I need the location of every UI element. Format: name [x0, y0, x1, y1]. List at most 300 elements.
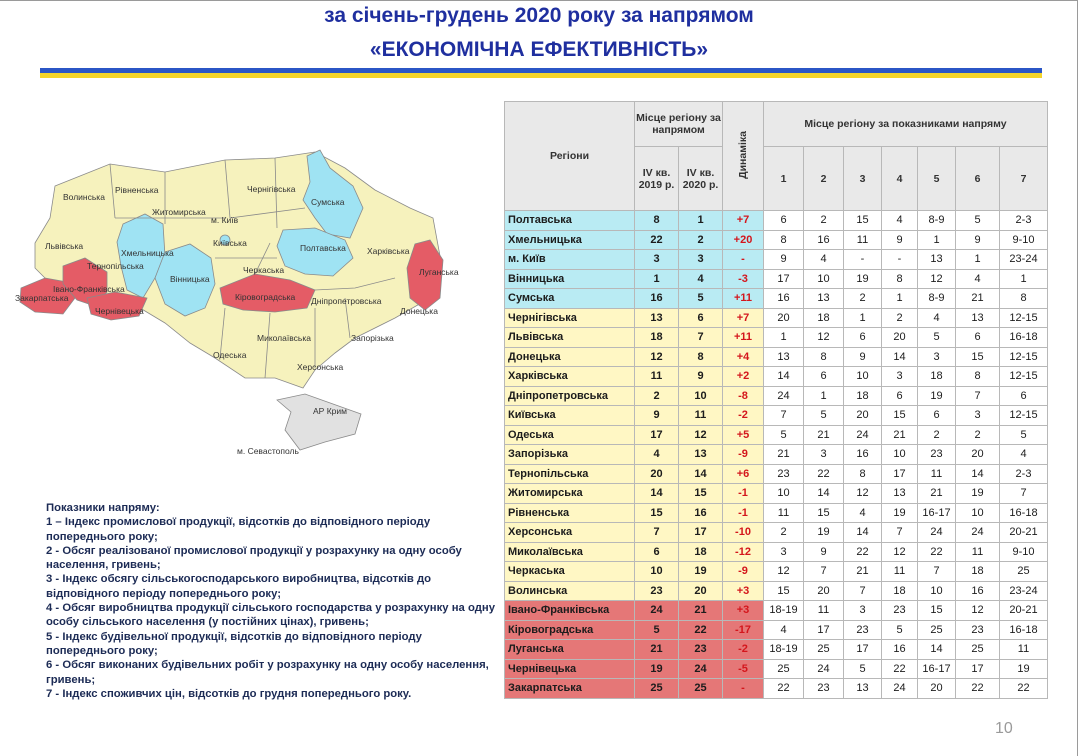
indicator-rank: 12-15: [1000, 367, 1048, 387]
table-row: [505, 250, 1048, 270]
map-label: Рівненська: [115, 185, 159, 195]
indicator-rank: 3: [956, 406, 1000, 426]
indicator-rank: 23: [882, 601, 918, 621]
indicator-rank: 20: [882, 328, 918, 348]
dynamics-value: +7: [723, 308, 764, 328]
map-label: м. Київ: [211, 215, 239, 225]
dynamics-value: +5: [723, 425, 764, 445]
indicator-rank: 17: [844, 640, 882, 660]
indicator-rank: 6: [764, 211, 804, 231]
place-2020: 8: [679, 347, 723, 367]
indicator-rank: 22: [844, 542, 882, 562]
indicator-rank: 9: [804, 542, 844, 562]
map-label: Кіровоградська: [235, 292, 296, 302]
table-row: [505, 406, 1048, 426]
header-col: 3: [844, 147, 882, 211]
indicator-rank: 11: [882, 562, 918, 582]
indicator-rank: 20: [804, 581, 844, 601]
indicator-rank: 18: [844, 386, 882, 406]
indicator-rank: 1: [804, 386, 844, 406]
indicator-rank: 7: [764, 406, 804, 426]
indicator-rank: 3: [882, 367, 918, 387]
table-row: [505, 679, 1048, 699]
indicator-rank: 18-19: [764, 601, 804, 621]
indicator-rank: 5: [844, 659, 882, 679]
region-name: Одеська: [505, 425, 635, 445]
map-label: Закарпатська: [15, 293, 69, 303]
header-q2020: IV кв. 2020 р.: [679, 147, 723, 211]
table-row: [505, 503, 1048, 523]
map-region-crimea: [277, 394, 361, 450]
indicator-rank: 15: [804, 503, 844, 523]
legend-item: 2 - Обсяг реалізованої промислової продукції у розрахунку на одну особу населення, гривень;: [46, 544, 462, 572]
region-name: Сумська: [505, 289, 635, 309]
table-row: [505, 659, 1048, 679]
indicator-rank: 24: [882, 679, 918, 699]
place-2020: 14: [679, 464, 723, 484]
indicator-rank: 13: [918, 250, 956, 270]
indicator-rank: 16-18: [1000, 503, 1048, 523]
indicator-rank: 18-19: [764, 640, 804, 660]
place-2020: 19: [679, 562, 723, 582]
indicator-rank: 16-18: [1000, 620, 1048, 640]
indicator-rank: 9: [956, 230, 1000, 250]
region-name: Волинська: [505, 581, 635, 601]
indicator-rank: 10: [956, 503, 1000, 523]
table-row: [505, 367, 1048, 387]
map-label: Херсонська: [297, 362, 344, 372]
ranking-table: [504, 101, 1048, 699]
table-row: [505, 581, 1048, 601]
header-col: 7: [1000, 147, 1048, 211]
indicator-rank: 18: [804, 308, 844, 328]
place-2020: 17: [679, 523, 723, 543]
indicator-rank: 8: [804, 347, 844, 367]
indicator-rank: 2: [956, 425, 1000, 445]
legend-item: 7 - Індекс споживчих цін, відсотків до грудня попереднього року.: [46, 687, 412, 700]
indicator-rank: 1: [956, 250, 1000, 270]
legend-item: 4 - Обсяг виробництва продукції сільського господарства у розрахунку на одну особу сільського населення (у постійних цінах), гривень;: [46, 602, 495, 629]
place-2020: 21: [679, 601, 723, 621]
region-name: Донецька: [505, 347, 635, 367]
map-label: Вінницька: [170, 274, 210, 284]
place-2020: 2: [679, 230, 723, 250]
indicator-rank: 14: [764, 367, 804, 387]
indicator-rank: 14: [804, 484, 844, 504]
indicator-rank: 6: [956, 328, 1000, 348]
place-2020: 18: [679, 542, 723, 562]
region-name: Харківська: [505, 367, 635, 387]
place-2019: 5: [635, 620, 679, 640]
region-name: Тернопільська: [505, 464, 635, 484]
place-2019: 17: [635, 425, 679, 445]
place-2019: 3: [635, 250, 679, 270]
place-2019: 13: [635, 308, 679, 328]
indicator-rank: 20-21: [1000, 601, 1048, 621]
indicator-rank: 21: [918, 484, 956, 504]
indicator-rank: 16-18: [1000, 328, 1048, 348]
indicator-rank: 21: [764, 445, 804, 465]
region-name: Миколаївська: [505, 542, 635, 562]
indicator-rank: 12: [956, 601, 1000, 621]
indicator-rank: 2: [764, 523, 804, 543]
indicator-rank: 6: [918, 406, 956, 426]
indicator-rank: 1: [1000, 269, 1048, 289]
region-name: Івано-Франківська: [505, 601, 635, 621]
indicator-rank: 9-10: [1000, 542, 1048, 562]
indicator-rank: 2: [918, 425, 956, 445]
indicator-rank: 7: [918, 562, 956, 582]
indicator-rank: 15: [882, 406, 918, 426]
region-name: Полтавська: [505, 211, 635, 231]
indicator-rank: 8: [882, 269, 918, 289]
indicator-rank: 22: [918, 542, 956, 562]
indicator-rank: 10: [918, 581, 956, 601]
region-name: Чернігівська: [505, 308, 635, 328]
indicator-rank: 21: [804, 425, 844, 445]
table-row: [505, 523, 1048, 543]
place-2019: 20: [635, 464, 679, 484]
table-row: [505, 328, 1048, 348]
dynamics-value: +3: [723, 581, 764, 601]
indicator-rank: 1: [918, 230, 956, 250]
map-label: Житомирська: [152, 207, 206, 217]
map-label: Луганська: [419, 267, 459, 277]
place-2020: 5: [679, 289, 723, 309]
place-2019: 24: [635, 601, 679, 621]
table-row: [505, 308, 1048, 328]
region-name: Рівненська: [505, 503, 635, 523]
indicator-rank: 20: [844, 406, 882, 426]
map-label: Черкаська: [243, 265, 285, 275]
indicator-rank: 16: [804, 230, 844, 250]
place-2019: 11: [635, 367, 679, 387]
map-label: м. Севастополь: [237, 446, 299, 456]
region-name: Вінницька: [505, 269, 635, 289]
table-row: [505, 620, 1048, 640]
indicator-rank: 4: [918, 308, 956, 328]
indicator-rank: 8-9: [918, 211, 956, 231]
indicator-rank: 5: [764, 425, 804, 445]
place-2020: 11: [679, 406, 723, 426]
indicator-rank: 9-10: [1000, 230, 1048, 250]
map-label: Львівська: [45, 241, 84, 251]
indicator-rank: 23: [804, 679, 844, 699]
dynamics-value: -: [723, 250, 764, 270]
indicator-rank: 15: [764, 581, 804, 601]
indicator-rank: 6: [804, 367, 844, 387]
header-col: 4: [882, 147, 918, 211]
indicator-rank: 19: [882, 503, 918, 523]
indicator-rank: 5: [1000, 425, 1048, 445]
indicator-rank: 25: [764, 659, 804, 679]
indicator-rank: 25: [918, 620, 956, 640]
table-row: [505, 562, 1048, 582]
indicator-rank: 2: [882, 308, 918, 328]
indicator-rank: -: [882, 250, 918, 270]
place-2019: 19: [635, 659, 679, 679]
place-2019: 22: [635, 230, 679, 250]
indicator-rank: 1: [764, 328, 804, 348]
dynamics-value: -1: [723, 484, 764, 504]
table-row: [505, 640, 1048, 660]
indicator-rank: 19: [918, 386, 956, 406]
indicator-rank: 4: [1000, 445, 1048, 465]
region-name: Луганська: [505, 640, 635, 660]
table-row: [505, 230, 1048, 250]
dynamics-value: -1: [723, 503, 764, 523]
indicator-rank: 24: [956, 523, 1000, 543]
indicator-rank: 9: [882, 230, 918, 250]
dynamics-value: +20: [723, 230, 764, 250]
region-name: Хмельницька: [505, 230, 635, 250]
place-2019: 10: [635, 562, 679, 582]
table-row: [505, 347, 1048, 367]
indicator-rank: 19: [844, 269, 882, 289]
table-row: [505, 484, 1048, 504]
indicator-rank: 12: [918, 269, 956, 289]
dynamics-value: +11: [723, 289, 764, 309]
indicator-rank: 5: [918, 328, 956, 348]
indicator-rank: 24: [844, 425, 882, 445]
indicator-rank: 12-15: [1000, 347, 1048, 367]
indicator-rank: 12-15: [1000, 406, 1048, 426]
place-2019: 15: [635, 503, 679, 523]
indicator-rank: 8: [956, 367, 1000, 387]
indicator-rank: 20: [764, 308, 804, 328]
indicator-rank: 24: [918, 523, 956, 543]
indicator-rank: 7: [1000, 484, 1048, 504]
region-name: Запорізька: [505, 445, 635, 465]
dynamics-value: -2: [723, 406, 764, 426]
region-name: Львівська: [505, 328, 635, 348]
indicator-rank: 10: [804, 269, 844, 289]
indicator-rank: 19: [956, 484, 1000, 504]
table-row: [505, 464, 1048, 484]
indicator-rank: 16: [956, 581, 1000, 601]
indicator-rank: 4: [956, 269, 1000, 289]
indicator-rank: 23: [956, 620, 1000, 640]
indicator-rank: 4: [764, 620, 804, 640]
indicator-rank: 21: [956, 289, 1000, 309]
header-col: 1: [764, 147, 804, 211]
indicator-rank: 17: [804, 620, 844, 640]
table-row: [505, 211, 1048, 231]
place-2019: 25: [635, 679, 679, 699]
dynamics-value: -8: [723, 386, 764, 406]
place-2020: 4: [679, 269, 723, 289]
indicator-rank: 6: [882, 386, 918, 406]
indicator-rank: 24: [764, 386, 804, 406]
indicator-rank: 8: [1000, 289, 1048, 309]
indicator-rank: 16: [844, 445, 882, 465]
region-name: Закарпатська: [505, 679, 635, 699]
indicator-rank: 2-3: [1000, 211, 1048, 231]
indicator-rank: 11: [956, 542, 1000, 562]
indicator-rank: 12: [844, 484, 882, 504]
map-label: Запорізька: [351, 333, 394, 343]
indicator-rank: 24: [804, 659, 844, 679]
region-name: м. Київ: [505, 250, 635, 270]
place-2019: 21: [635, 640, 679, 660]
indicator-rank: 10: [844, 367, 882, 387]
place-2019: 6: [635, 542, 679, 562]
map-label: Одеська: [213, 350, 247, 360]
indicator-rank: 23: [844, 620, 882, 640]
map-label: Донецька: [400, 306, 438, 316]
indicator-rank: 5: [882, 620, 918, 640]
dynamics-value: -17: [723, 620, 764, 640]
indicator-rank: 22: [882, 659, 918, 679]
indicators-legend: [46, 501, 501, 701]
table-row: [505, 386, 1048, 406]
map-label: Київська: [213, 238, 247, 248]
indicator-rank: 8: [844, 464, 882, 484]
indicator-rank: 19: [804, 523, 844, 543]
indicator-rank: 17: [882, 464, 918, 484]
indicator-rank: 17: [764, 269, 804, 289]
region-name: Київська: [505, 406, 635, 426]
legend-item: 5 - Індекс будівельної продукції, відсотків до відповідного періоду попереднього року;: [46, 630, 422, 657]
indicator-rank: 7: [844, 581, 882, 601]
indicator-rank: 25: [956, 640, 1000, 660]
table-row: [505, 289, 1048, 309]
indicator-rank: 17: [956, 659, 1000, 679]
indicator-rank: 8-9: [918, 289, 956, 309]
indicator-rank: 9: [764, 250, 804, 270]
dynamics-value: -9: [723, 562, 764, 582]
indicator-rank: 15: [956, 347, 1000, 367]
indicator-rank: 13: [844, 679, 882, 699]
map-label: Тернопільська: [87, 261, 144, 271]
indicator-rank: 3: [918, 347, 956, 367]
indicator-rank: 16-17: [918, 503, 956, 523]
place-2020: 24: [679, 659, 723, 679]
place-2020: 1: [679, 211, 723, 231]
indicator-rank: 12-15: [1000, 308, 1048, 328]
region-name: Чернівецька: [505, 659, 635, 679]
header-place: Місце регіону за напрямом: [635, 102, 723, 147]
indicator-rank: 20: [918, 679, 956, 699]
place-2020: 23: [679, 640, 723, 660]
indicator-rank: 11: [1000, 640, 1048, 660]
indicator-rank: 23-24: [1000, 250, 1048, 270]
legend-item: 1 – Індекс промислової продукції, відсотків до відповідного періоду попереднього року;: [46, 516, 431, 543]
indicator-rank: 2: [844, 289, 882, 309]
indicator-rank: 18: [918, 367, 956, 387]
map-label: АР Крим: [313, 406, 347, 416]
map-label: Харківська: [367, 246, 410, 256]
indicator-rank: 25: [1000, 562, 1048, 582]
indicator-rank: 22: [764, 679, 804, 699]
indicator-rank: -: [844, 250, 882, 270]
indicator-rank: 13: [956, 308, 1000, 328]
indicator-rank: 23-24: [1000, 581, 1048, 601]
indicator-rank: 15: [844, 211, 882, 231]
dynamics-value: -2: [723, 640, 764, 660]
indicator-rank: 11: [844, 230, 882, 250]
indicator-rank: 23: [764, 464, 804, 484]
indicator-rank: 22: [804, 464, 844, 484]
dynamics-value: +2: [723, 367, 764, 387]
indicator-rank: 14: [882, 347, 918, 367]
indicator-rank: 4: [882, 211, 918, 231]
place-2020: 16: [679, 503, 723, 523]
map-label: Сумська: [311, 197, 345, 207]
indicator-rank: 12: [882, 542, 918, 562]
page-number: 10: [995, 720, 1013, 737]
header-dynamics: [723, 102, 764, 211]
header-col: 5: [918, 147, 956, 211]
indicator-rank: 4: [844, 503, 882, 523]
table-row: [505, 425, 1048, 445]
indicator-rank: 21: [882, 425, 918, 445]
dynamics-value: -5: [723, 659, 764, 679]
map-label: Миколаївська: [257, 333, 311, 343]
map-label: Чернівецька: [95, 306, 144, 316]
indicator-rank: 19: [1000, 659, 1048, 679]
legend-title: Показники напряму:: [46, 502, 160, 514]
map-label: Хмельницька: [121, 248, 174, 258]
place-2019: 1: [635, 269, 679, 289]
place-2020: 7: [679, 328, 723, 348]
place-2020: 15: [679, 484, 723, 504]
indicator-rank: 21: [844, 562, 882, 582]
legend-item: 3 - Індекс обсягу сільськогосподарського виробництва, відсотків до відповідного періоду попереднього року;: [46, 573, 432, 600]
place-2019: 9: [635, 406, 679, 426]
indicator-rank: 10: [882, 445, 918, 465]
page-title: за січень-грудень 2020 року за напрямом: [324, 4, 754, 27]
place-2020: 20: [679, 581, 723, 601]
dynamics-value: -10: [723, 523, 764, 543]
indicator-rank: 23: [918, 445, 956, 465]
indicator-rank: 15: [918, 601, 956, 621]
indicator-rank: 22: [1000, 679, 1048, 699]
indicator-rank: 14: [918, 640, 956, 660]
indicator-rank: 3: [844, 601, 882, 621]
indicator-rank: 2-3: [1000, 464, 1048, 484]
indicator-rank: 22: [956, 679, 1000, 699]
indicator-rank: 5: [956, 211, 1000, 231]
header-col: 6: [956, 147, 1000, 211]
dynamics-value: +4: [723, 347, 764, 367]
indicator-rank: 20: [956, 445, 1000, 465]
dynamics-value: -9: [723, 445, 764, 465]
map-label: Полтавська: [300, 243, 346, 253]
indicator-rank: 12: [804, 328, 844, 348]
indicator-rank: 1: [882, 289, 918, 309]
page-subtitle: «ЕКОНОМІЧНА ЕФЕКТИВНІСТЬ»: [369, 38, 709, 61]
indicator-rank: 5: [804, 406, 844, 426]
place-2019: 4: [635, 445, 679, 465]
region-name: Херсонська: [505, 523, 635, 543]
place-2020: 6: [679, 308, 723, 328]
indicator-rank: 16: [764, 289, 804, 309]
legend-item: 6 - Обсяг виконаних будівельних робіт у розрахунку на одну особу населення, гривень;: [46, 659, 489, 686]
indicator-rank: 4: [804, 250, 844, 270]
table-row: [505, 542, 1048, 562]
indicator-rank: 16: [882, 640, 918, 660]
place-2019: 7: [635, 523, 679, 543]
indicator-rank: 1: [844, 308, 882, 328]
map-label: Волинська: [63, 192, 105, 202]
map-label: Чернігівська: [247, 184, 296, 194]
place-2020: 3: [679, 250, 723, 270]
region-name: Кіровоградська: [505, 620, 635, 640]
map-label: Дніпропетровська: [311, 296, 382, 306]
dynamics-value: -12: [723, 542, 764, 562]
indicator-rank: 13: [764, 347, 804, 367]
